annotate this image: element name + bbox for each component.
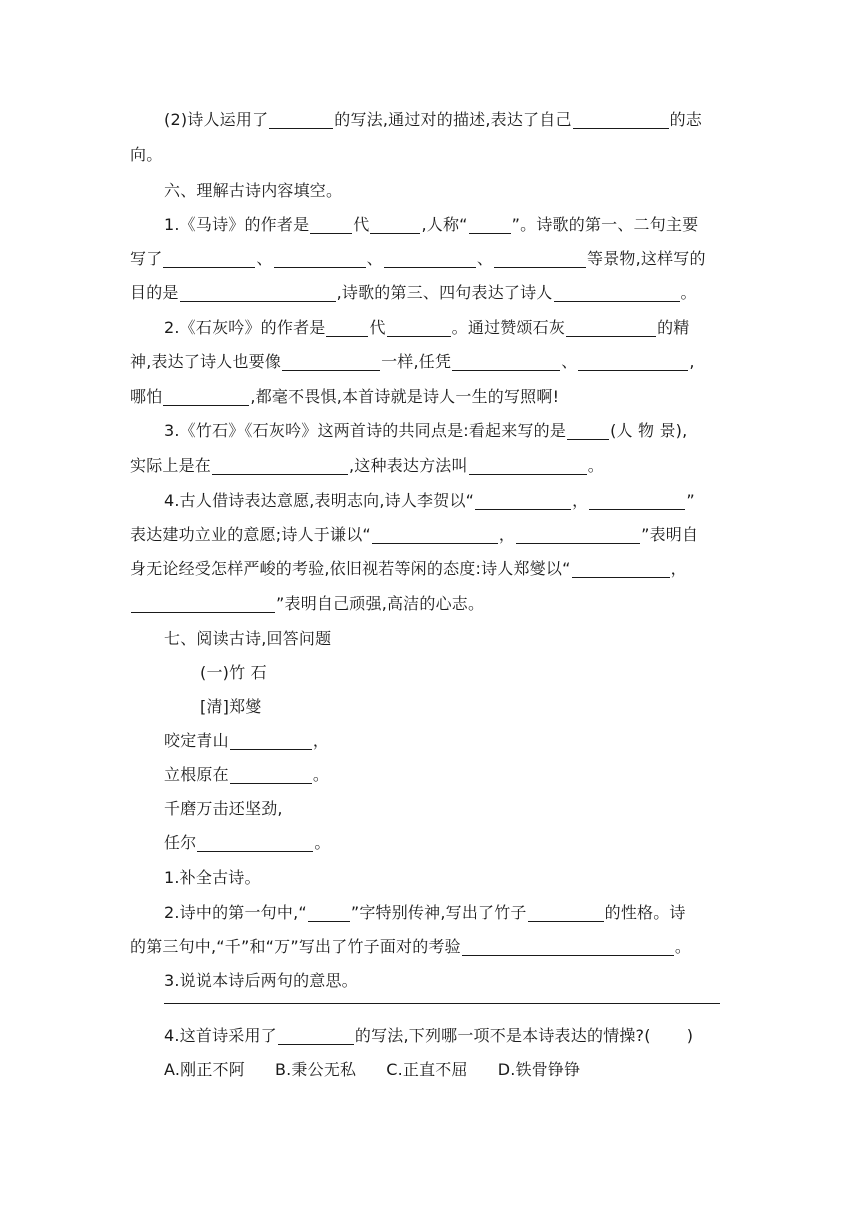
answer-blank[interactable] xyxy=(269,127,333,129)
text: 2.诗中的第一句中,“ xyxy=(164,903,307,922)
text: 表达建功立业的意愿;诗人于谦以“ xyxy=(130,525,371,544)
text: 立根原在 xyxy=(164,765,229,784)
text: 千磨万击还坚劲, xyxy=(164,799,283,818)
answer-blank[interactable] xyxy=(180,300,336,302)
text: 的写法,下列哪一项不是本诗表达的情操?( xyxy=(354,1026,651,1045)
option-a[interactable]: A.刚正不阿 xyxy=(164,1060,245,1079)
poem-line-2 xyxy=(164,758,329,792)
text: 任尔 xyxy=(164,833,197,852)
text: ”表明自己顽强,高洁的心志。 xyxy=(276,594,485,613)
s6-q3-line1 xyxy=(164,414,687,448)
answer-blank[interactable] xyxy=(462,954,674,956)
s7-q2-line2 xyxy=(130,930,691,964)
text: 的精 xyxy=(657,318,690,337)
answer-blank[interactable] xyxy=(387,335,451,337)
text: 、 xyxy=(561,352,578,371)
section7-heading xyxy=(164,622,331,656)
answer-blank[interactable] xyxy=(310,232,352,234)
text: 实际上是在 xyxy=(130,456,212,475)
text: 一样,任凭 xyxy=(381,352,452,371)
answer-blank[interactable] xyxy=(230,782,312,784)
text: 咬定青山 xyxy=(164,731,229,750)
answer-blank[interactable] xyxy=(566,335,656,337)
answer-blank[interactable] xyxy=(163,404,249,406)
text: ”。诗歌的第一、二句主要 xyxy=(511,215,699,234)
text: ” xyxy=(686,491,695,510)
text: 、 xyxy=(256,249,273,268)
s6-q4-line1 xyxy=(164,484,695,518)
text: 。通过赞颂石灰 xyxy=(451,318,566,337)
text: 向。 xyxy=(130,145,163,164)
text: ， xyxy=(670,559,687,578)
s6-q1-line1 xyxy=(164,208,698,242)
answer-blank[interactable] xyxy=(567,438,609,440)
option-d[interactable]: D.铁骨铮铮 xyxy=(497,1060,581,1079)
s6-q1-line2 xyxy=(130,242,706,276)
text: 3.说说本诗后两句的意思。 xyxy=(164,971,358,990)
text: ,人称“ xyxy=(421,215,468,234)
answer-blank[interactable] xyxy=(230,748,312,750)
text: 。 xyxy=(314,833,331,852)
answer-blank[interactable] xyxy=(274,266,366,268)
s6-q2-line2 xyxy=(130,345,695,379)
text: 的写法,通过对的描述,表达了自己 xyxy=(334,110,572,129)
text: 4.这首诗采用了 xyxy=(164,1026,277,1045)
answer-blank[interactable] xyxy=(308,920,350,922)
text: 2.《石灰吟》的作者是 xyxy=(164,318,326,337)
text: 代 xyxy=(369,318,386,337)
answer-blank[interactable] xyxy=(475,508,571,510)
s6-q3-line2 xyxy=(130,449,604,483)
text: 身无论经受怎样严峻的考验,依旧视若等闲的态度:诗人郑燮以“ xyxy=(130,559,571,578)
text: 。 xyxy=(312,765,330,784)
s7-q4-options xyxy=(164,1053,580,1087)
text: 3.《竹石》《石灰吟》这两首诗的共同点是:看起来写的是 xyxy=(164,421,567,440)
section6-heading xyxy=(164,174,342,208)
text: 4.古人借诗表达意愿,表明志向,诗人李贺以“ xyxy=(164,491,475,510)
answer-blank[interactable] xyxy=(528,920,604,922)
text: 。 xyxy=(680,283,697,302)
text: ， xyxy=(572,491,589,510)
s6-q1-line3 xyxy=(130,276,697,310)
poem-line-1 xyxy=(164,724,329,758)
option-b[interactable]: B.秉公无私 xyxy=(274,1060,357,1079)
text: ,诗歌的第三、四句表达了诗人 xyxy=(336,283,553,302)
answer-blank[interactable] xyxy=(469,473,587,475)
text: ,都毫不畏惧,本首诗就是诗人一生的写照啊! xyxy=(250,387,560,406)
text: 。 xyxy=(587,456,604,475)
heading-text: 七、阅读古诗,回答问题 xyxy=(164,629,332,648)
text: (人 物 景), xyxy=(610,421,688,440)
answer-blank[interactable] xyxy=(131,611,275,613)
text: 的志 xyxy=(669,110,703,129)
s6-q2-line3 xyxy=(130,380,559,414)
heading-text: 六、理解古诗内容填空。 xyxy=(164,181,343,200)
s7-q2-line1 xyxy=(164,896,686,930)
text: 哪怕 xyxy=(130,387,163,406)
s7-q3 xyxy=(164,964,358,998)
answer-blank[interactable] xyxy=(572,576,670,578)
text: 代 xyxy=(353,215,370,234)
text: ) xyxy=(686,1026,694,1045)
text: [清]郑燮 xyxy=(200,697,262,716)
q5-2-line1 xyxy=(164,103,702,137)
s6-q2-line1 xyxy=(164,311,689,345)
answer-blank[interactable] xyxy=(554,300,680,302)
answer-blank[interactable] xyxy=(326,335,368,337)
text: ”表明自 xyxy=(641,525,699,544)
q5-2-line2 xyxy=(130,138,162,172)
answer-blank[interactable] xyxy=(282,369,380,371)
text: 目的是 xyxy=(130,283,179,302)
poem-author xyxy=(200,690,262,724)
text: ”字特别传神,写出了竹子 xyxy=(350,903,527,922)
s6-q4-line2 xyxy=(130,518,698,552)
poem-line-4 xyxy=(164,826,331,860)
poem-line-3 xyxy=(164,792,283,826)
text: 。 xyxy=(674,937,692,956)
text: 的第三句中,“千”和“万”写出了竹子面对的考验 xyxy=(130,937,461,956)
answer-blank[interactable] xyxy=(469,232,511,234)
answer-blank[interactable] xyxy=(212,473,348,475)
text: ， xyxy=(312,731,330,750)
answer-blank[interactable] xyxy=(452,369,560,371)
answer-blank[interactable] xyxy=(578,369,688,371)
answer-blank[interactable] xyxy=(197,850,313,852)
text: 神,表达了诗人也要像 xyxy=(130,352,282,371)
text: 写了 xyxy=(130,249,163,268)
answer-blank[interactable] xyxy=(370,232,420,234)
answer-blank[interactable] xyxy=(494,266,586,268)
text: , xyxy=(689,352,695,371)
answer-blank[interactable] xyxy=(589,508,685,510)
text: 等景物,这样写的 xyxy=(587,249,706,268)
poem-title xyxy=(200,656,267,690)
text: (2)诗人运用了 xyxy=(164,110,269,129)
text: 、 xyxy=(476,249,494,268)
option-c[interactable]: C.正直不屈 xyxy=(386,1060,468,1079)
text: (一)竹 石 xyxy=(200,663,267,682)
answer-blank[interactable] xyxy=(163,266,255,268)
s7-q4 xyxy=(164,1019,693,1053)
text: 、 xyxy=(366,249,383,268)
answer-blank[interactable] xyxy=(384,266,476,268)
text: 1.补全古诗。 xyxy=(164,868,261,887)
answer-blank[interactable] xyxy=(372,542,498,544)
answer-blank[interactable] xyxy=(516,542,640,544)
text: ,这种表达方法叫 xyxy=(349,456,468,475)
text: 的性格。诗 xyxy=(604,903,686,922)
s7-q1 xyxy=(164,861,261,895)
answer-blank[interactable] xyxy=(573,127,669,129)
answer-line[interactable] xyxy=(164,1003,720,1004)
text: 1.《马诗》的作者是 xyxy=(164,215,310,234)
answer-blank[interactable] xyxy=(278,1043,354,1045)
s6-q4-line4 xyxy=(130,587,484,621)
s6-q4-line3 xyxy=(130,552,687,586)
text: ， xyxy=(498,525,516,544)
